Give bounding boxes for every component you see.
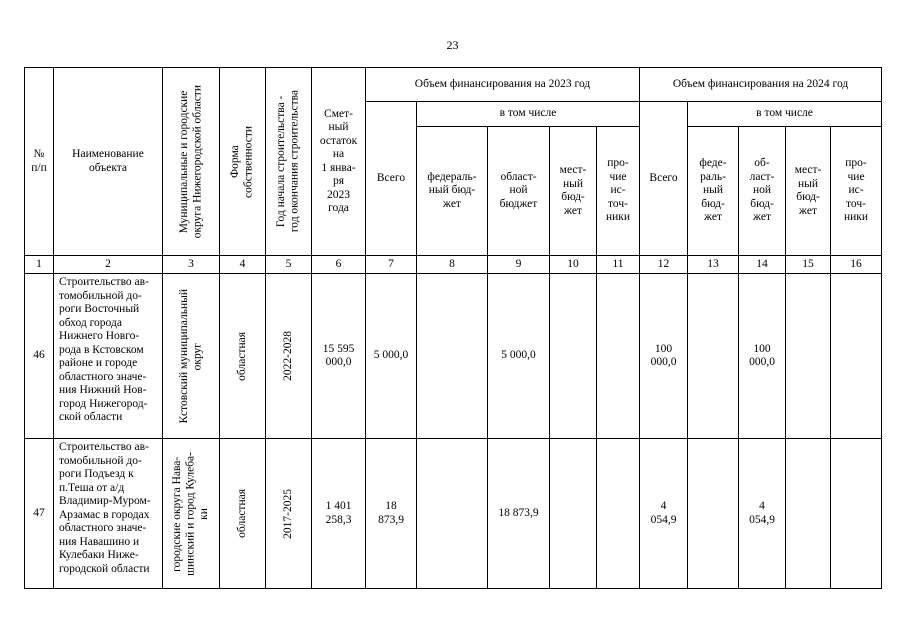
column-number: 3 <box>163 256 220 274</box>
row-years-text: 2017-2025 <box>281 488 294 539</box>
header-incl-2023: в том числе <box>417 102 640 127</box>
row-years-text: 2022-2028 <box>281 331 294 381</box>
row-other-2024 <box>831 439 882 589</box>
row-regional-2024: 100 000,0 <box>739 274 786 439</box>
row-federal-2024 <box>688 439 739 589</box>
row-local-2023 <box>550 439 597 589</box>
row-total-2024: 4 054,9 <box>640 439 688 589</box>
row-other-2024 <box>831 274 882 439</box>
header-ownership <box>220 68 266 256</box>
header-years-text: Год начала строительства - год окончания строительства <box>275 90 301 233</box>
column-number: 14 <box>739 256 786 274</box>
row-num: 46 <box>25 274 54 439</box>
financing-table <box>24 67 882 589</box>
row-balance: 1 401 258,3 <box>312 439 366 589</box>
header-name: Наименование объекта <box>54 68 163 256</box>
row-num: 47 <box>25 439 54 589</box>
row-municipality-text: городские округа Нава- шинский и город Кулеба- ки <box>170 451 210 576</box>
row-other-2023 <box>597 274 640 439</box>
column-number: 10 <box>550 256 597 274</box>
column-number-row <box>25 256 882 274</box>
row-regional-2023: 5 000,0 <box>488 274 550 439</box>
column-number: 16 <box>831 256 882 274</box>
header-total-2023: Всего <box>366 102 417 256</box>
column-number: 13 <box>688 256 739 274</box>
row-years <box>266 439 312 589</box>
row-federal-2023 <box>417 274 488 439</box>
row-municipality <box>163 439 220 589</box>
header-municipality-text: Муниципальные и городские округа Нижегородской области <box>177 84 203 239</box>
row-ownership-text: областная <box>235 331 248 381</box>
column-number: 12 <box>640 256 688 274</box>
header-federal-2023: федераль- ный бюд- жет <box>417 127 488 256</box>
header-row-1 <box>25 68 882 102</box>
header-other-2023: про- чие ис- точ- ники <box>597 127 640 256</box>
row-local-2024 <box>786 274 831 439</box>
header-ownership-text: Форма собственности <box>229 125 255 198</box>
column-number: 7 <box>366 256 417 274</box>
column-number: 8 <box>417 256 488 274</box>
column-number: 2 <box>54 256 163 274</box>
header-municipality <box>163 68 220 256</box>
row-regional-2023: 18 873,9 <box>488 439 550 589</box>
column-number: 15 <box>786 256 831 274</box>
row-other-2023 <box>597 439 640 589</box>
table-row <box>25 274 882 439</box>
header-federal-2024: феде- раль- ный бюд- жет <box>688 127 739 256</box>
row-total-2023: 5 000,0 <box>366 274 417 439</box>
row-total-2023: 18 873,9 <box>366 439 417 589</box>
header-fin-2024: Объем финансирования на 2024 год <box>640 68 882 102</box>
row-municipality-text: Кстовский муниципальный округ <box>177 288 203 424</box>
header-local-2024: мест- ный бюд- жет <box>786 127 831 256</box>
header-fin-2023: Объем финансирования на 2023 год <box>366 68 640 102</box>
row-federal-2023 <box>417 439 488 589</box>
header-years <box>266 68 312 256</box>
row-years <box>266 274 312 439</box>
header-other-2024: про- чие ис- точ- ники <box>831 127 882 256</box>
row-ownership-text: областная <box>235 489 248 538</box>
row-ownership <box>220 274 266 439</box>
header-num: № п/п <box>25 68 54 256</box>
column-number: 6 <box>312 256 366 274</box>
row-local-2024 <box>786 439 831 589</box>
row-total-2024: 100 000,0 <box>640 274 688 439</box>
row-federal-2024 <box>688 274 739 439</box>
column-number: 11 <box>597 256 640 274</box>
row-object-name: Строительство ав- томобильной до- роги Подъезд к п.Теша от а/д Владимир-Муром- Арзамас в городах областного значе- ния Навашино и Кулебаки Ниже- городской области <box>54 439 163 589</box>
table-row <box>25 439 882 589</box>
column-number: 5 <box>266 256 312 274</box>
row-ownership <box>220 439 266 589</box>
header-total-2024: Всего <box>640 102 688 256</box>
row-municipality <box>163 274 220 439</box>
page-number: 23 <box>446 38 459 52</box>
row-regional-2024: 4 054,9 <box>739 439 786 589</box>
column-number: 9 <box>488 256 550 274</box>
header-regional-2024: об- ласт- ной бюд- жет <box>739 127 786 256</box>
row-local-2023 <box>550 274 597 439</box>
header-regional-2023: област- ной бюджет <box>488 127 550 256</box>
header-local-2023: мест- ный бюд- жет <box>550 127 597 256</box>
row-object-name: Строительство ав- томобильной до- роги Восточный обход города Нижнего Новго- рода в Кстовском районе и городе областного значе- ния Нижний Нов- город Нижегород- ской области <box>54 274 163 439</box>
row-balance: 15 595 000,0 <box>312 274 366 439</box>
header-balance: Смет- ный остаток на 1 янва- ря 2023 года <box>312 68 366 256</box>
column-number: 4 <box>220 256 266 274</box>
header-incl-2024: в том числе <box>688 102 882 127</box>
column-number: 1 <box>25 256 54 274</box>
